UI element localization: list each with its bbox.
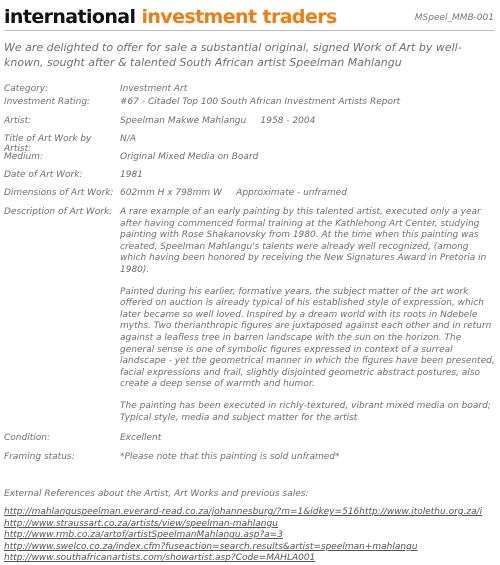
description-text bbox=[120, 207, 496, 433]
detail-label: Date of Art Work: bbox=[4, 170, 83, 180]
brand-word-international: international bbox=[4, 6, 136, 28]
external-link[interactable]: http://www.rmb.co.za/artof/artistSpeelmanMahlangu.asp?a=3 bbox=[4, 530, 283, 541]
description-paragraph: A rare example of an early painting by this talented artist, executed only a year after having commenced formal training at the Kathlehong Art Center, studying painting with Rose Shakanovsky from 1980. At the time when this painting was created, Speelman Mahlangu's talents were already well recognized, (among which having been honored by receiving the New Signatures Award in Pretoria in 1980). bbox=[120, 207, 487, 275]
detail-value: Speelman Makwe Mahlangu 1958 - 2004 bbox=[120, 116, 316, 126]
external-link[interactable]: http://www.straussart.co.za/artists/view/speelman-mahlangu bbox=[4, 518, 278, 529]
header-divider bbox=[4, 30, 494, 31]
detail-value: #67 - Citadel Top 100 South African Investment Artists Report bbox=[120, 97, 401, 107]
detail-row-category bbox=[4, 84, 496, 97]
brand-logo bbox=[4, 6, 337, 28]
detail-row-date bbox=[4, 170, 496, 188]
detail-row-dimensions bbox=[4, 188, 496, 207]
description-paragraph: Painted during his earlier, formative years, the subject matter of the art work offered on auction is already typical of his established style of expression, which later became so well loved. Inspired by a dream world with its roots in Ndebele myths. Two therianthropic figures are juxtaposed against each other and in return against a leafless tree in barren landscape with the sun on the horizon. The general sense is one of symbolic figures expressed in context of a surreal landscape - yet the geometrical manner in which the figures have been presented, facial expressions and frail, slightly disjointed geometric abstract postures, also create a deep sense of warmth and humor. bbox=[120, 286, 495, 390]
external-references-label: External References about the Artist, Art Works and previous sales: bbox=[4, 489, 309, 499]
detail-value: Investment Art bbox=[120, 84, 188, 94]
detail-label: Artist: bbox=[4, 116, 32, 126]
detail-row-medium bbox=[4, 152, 496, 170]
detail-value: Excellent bbox=[120, 433, 162, 443]
details-list bbox=[4, 84, 496, 466]
detail-label: Description of Art Work: bbox=[4, 207, 113, 217]
detail-value: 1981 bbox=[120, 170, 143, 180]
detail-value: Original Mixed Media on Board bbox=[120, 152, 259, 162]
detail-value: N/A bbox=[120, 134, 136, 144]
detail-row-framing bbox=[4, 452, 496, 466]
description-paragraph: The painting has been executed in richly-textured, vibrant mixed media on board; Typical style, media and subject matter for the artist bbox=[120, 400, 491, 423]
brand-words-investment-traders: investment traders bbox=[141, 6, 337, 28]
header bbox=[4, 6, 494, 30]
intro-text: We are delighted to offer for sale a substantial original, signed Work of Art by well-known, sought after & talented South African artist Speelman Mahlangu bbox=[4, 41, 462, 69]
detail-label: Category: bbox=[4, 84, 49, 94]
detail-row-artist bbox=[4, 116, 496, 134]
detail-label: Framing status: bbox=[4, 452, 75, 462]
external-link[interactable]: http://www.southafricanartists.com/showartist.asp?Code=MAHLA001 bbox=[4, 553, 316, 564]
detail-label: Medium: bbox=[4, 152, 44, 162]
detail-label: Dimensions of Art Work: bbox=[4, 188, 114, 198]
detail-row-investment-rating bbox=[4, 97, 496, 116]
detail-value: 602mm H x 798mm W Approximate - unframed bbox=[120, 188, 347, 198]
external-links-list bbox=[4, 507, 498, 565]
detail-row-condition bbox=[4, 433, 496, 452]
reference-code: MSpeel_MMB-001 bbox=[414, 13, 494, 23]
detail-row-description bbox=[4, 207, 496, 433]
detail-value: *Please note that this painting is sold unframed* bbox=[120, 452, 340, 462]
detail-row-title bbox=[4, 134, 496, 152]
detail-label: Investment Rating: bbox=[4, 97, 91, 107]
detail-label: Condition: bbox=[4, 433, 50, 443]
detail-label: Title of Art Work by Artist: bbox=[4, 134, 92, 154]
external-link[interactable]: http://www.swelco.co.za/index.cfm?fuseaction=search.results&artist=speelman+mahlangu bbox=[4, 541, 418, 552]
external-link[interactable]: http://mahlanguspeelman.everard-read.co.za/johannesburg/?m=1&idkey=516http://www.itolethu.org.za/i bbox=[4, 507, 483, 517]
